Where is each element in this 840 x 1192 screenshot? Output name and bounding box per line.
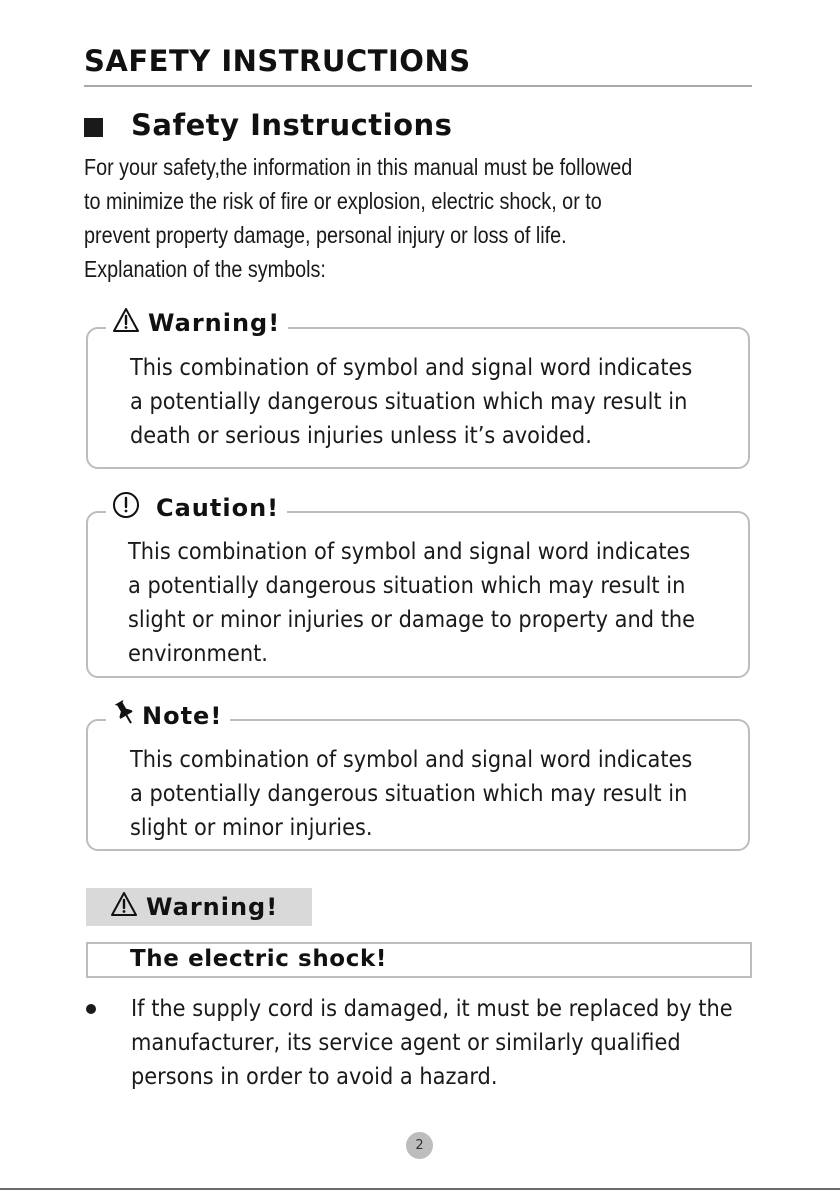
bullet-dot	[86, 1004, 96, 1014]
page-number: 2	[415, 1138, 424, 1153]
caution-box-text	[128, 535, 695, 671]
note-line: This combination of symbol and signal word indicates	[130, 747, 693, 773]
note-line: slight or minor injuries.	[130, 815, 373, 841]
warning-box-label: Warning!	[148, 309, 281, 337]
note-box-label: Note!	[142, 702, 223, 730]
intro-line: prevent property damage, personal injury or loss of life.	[84, 222, 567, 248]
electric-shock-title: The electric shock!	[130, 946, 387, 972]
intro-line: to minimize the risk of fire or explosion, electric shock, or to	[84, 188, 602, 214]
caution-line: slight or minor injuries or damage to property and the	[128, 607, 696, 633]
pushpin-icon	[112, 699, 136, 733]
intro-line: For your safety,the information in this manual must be followed	[84, 154, 633, 180]
note-line: a potentially dangerous situation which may result in	[130, 781, 688, 807]
bullet-line: If the supply cord is damaged, it must be replaced by the	[131, 996, 733, 1022]
warning-symbol-box	[86, 309, 750, 469]
bullet-item	[131, 992, 733, 1094]
bullet-line: manufacturer, its service agent or similarly qualified	[131, 1030, 681, 1056]
caution-box-heading	[106, 491, 287, 525]
warning-line: a potentially dangerous situation which may result in	[130, 389, 688, 415]
warning-box-text	[130, 351, 692, 453]
section-bullet-square	[84, 118, 103, 137]
note-box-text	[130, 743, 692, 845]
note-symbol-box	[86, 702, 750, 851]
exclamation-circle-icon	[112, 491, 140, 525]
caution-line: This combination of symbol and signal word indicates	[128, 539, 691, 565]
warning-box-heading	[106, 307, 288, 339]
warning-triangle-icon	[110, 891, 138, 923]
warning-heading-band	[86, 888, 312, 926]
warning-triangle-icon	[112, 307, 140, 339]
caution-box-label: Caution!	[156, 494, 280, 522]
electric-shock-heading-box	[86, 942, 752, 978]
warning-band-label: Warning!	[146, 893, 279, 921]
header-divider	[84, 85, 752, 87]
note-box-heading	[106, 699, 230, 733]
warning-line: This combination of symbol and signal word indicates	[130, 355, 693, 381]
intro-paragraph	[84, 150, 763, 286]
bullet-line: persons in order to avoid a hazard.	[131, 1064, 498, 1090]
warning-line: death or serious injuries unless it’s avoided.	[130, 423, 592, 449]
section-title: Safety Instructions	[131, 108, 453, 142]
caution-line: environment.	[128, 641, 268, 667]
caution-symbol-box	[86, 494, 750, 678]
page-bottom-divider	[0, 1188, 840, 1190]
caution-line: a potentially dangerous situation which may result in	[128, 573, 686, 599]
page-header-title: SAFETY INSTRUCTIONS	[84, 44, 471, 78]
page-number-badge	[406, 1132, 433, 1159]
intro-line: Explanation of the symbols:	[84, 256, 326, 282]
